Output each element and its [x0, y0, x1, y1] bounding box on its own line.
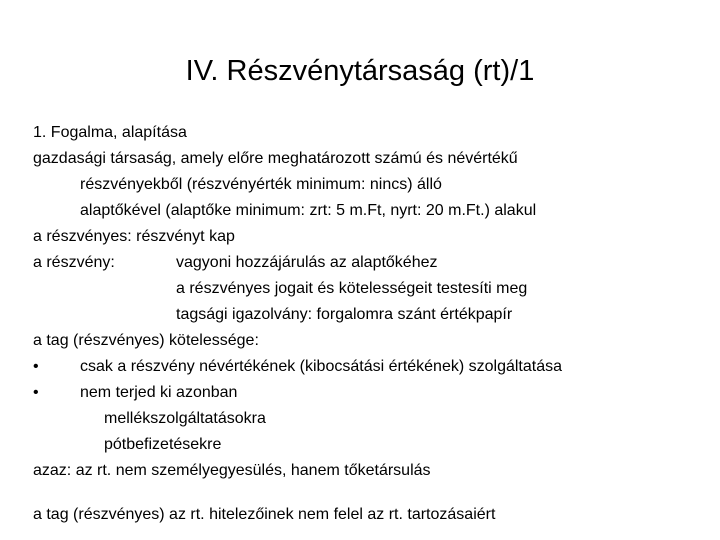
share-definition-3: tagsági igazolvány: forgalomra szánt értékpapír: [176, 306, 513, 323]
obligation-heading: a tag (részvényes) kötelessége:: [33, 332, 259, 349]
bullet-icon: •: [33, 384, 39, 401]
definition-line-2: részvényekből (részvényérték minimum: nincs) álló: [80, 176, 442, 193]
definition-line-3: alaptőkével (alaptőke minimum: zrt: 5 m.Ft, nyrt: 20 m.Ft.) alakul: [80, 202, 537, 219]
summary-line: azaz: az rt. nem személyegyesülés, hanem tőketársulás: [33, 462, 431, 479]
obligation-item-1: csak a részvény névértékének (kibocsátási értékének) szolgáltatása: [80, 358, 563, 375]
share-label: a részvény:: [33, 254, 115, 271]
bullet-icon: •: [33, 358, 39, 375]
share-definition-2: a részvényes jogait és kötelességeit testesíti meg: [176, 280, 528, 297]
liability-line: a tag (részvényes) az rt. hitelezőinek nem felel az rt. tartozásaiért: [33, 506, 496, 523]
section-heading: 1. Fogalma, alapítása: [33, 124, 187, 141]
definition-line-1: gazdasági társaság, amely előre meghatározott számú és névértékű: [33, 150, 518, 167]
obligation-subitem-1: mellékszolgáltatásokra: [104, 410, 266, 427]
shareholder-line: a részvényes: részvényt kap: [33, 228, 235, 245]
obligation-subitem-2: pótbefizetésekre: [104, 436, 222, 453]
slide-title: IV. Részvénytársaság (rt)/1: [185, 55, 535, 87]
share-definition-1: vagyoni hozzájárulás az alaptőkéhez: [176, 254, 438, 271]
obligation-item-2: nem terjed ki azonban: [80, 384, 238, 401]
